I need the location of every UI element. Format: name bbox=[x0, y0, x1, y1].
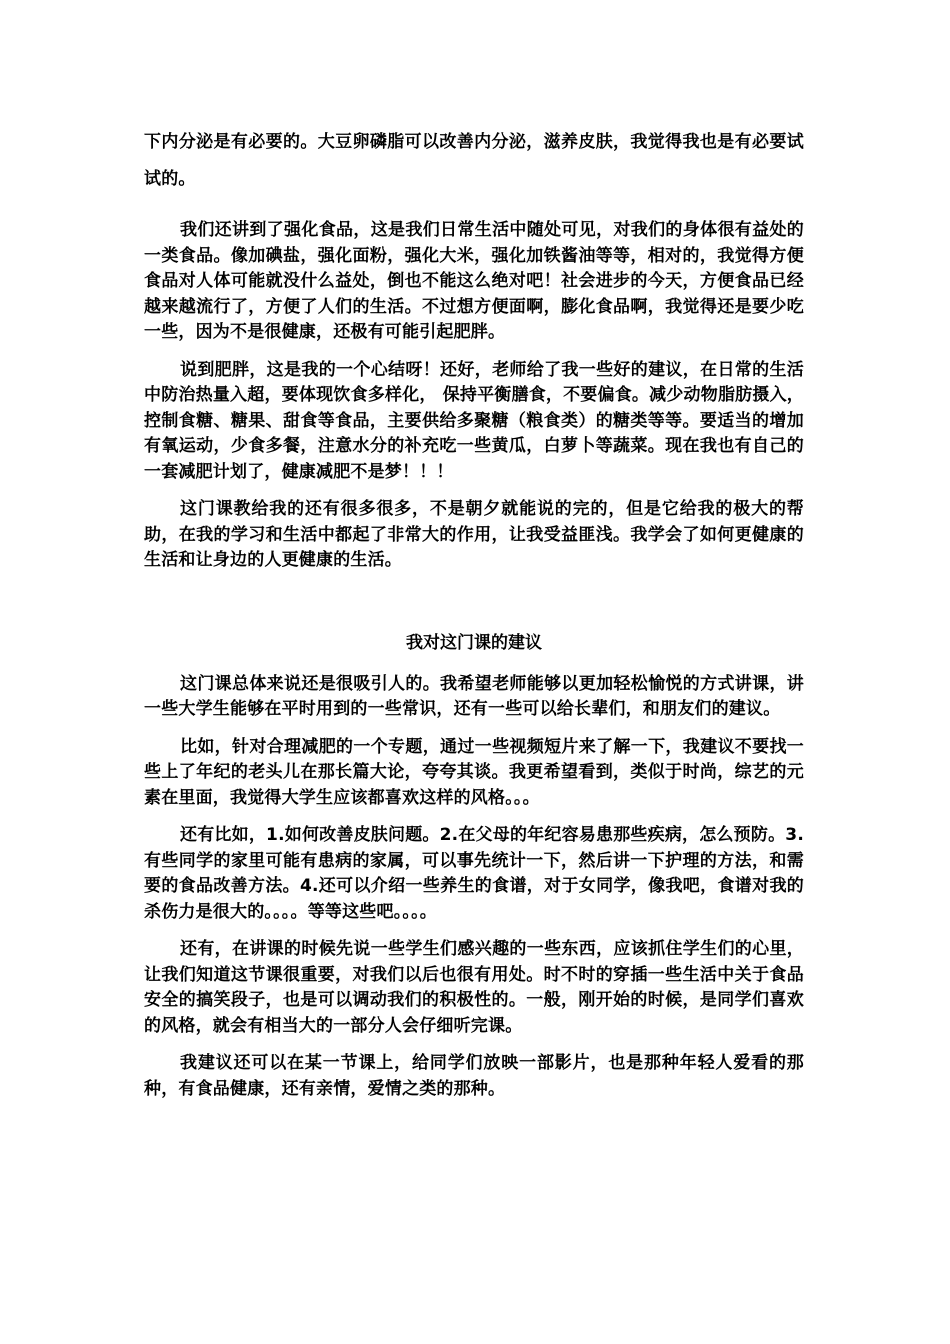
paragraph-fortified-food: 我们还讲到了强化食品，这是我们日常生活中随处可见，对我们的身体很有益处的一类食品。像加碘盐，强化面粉，强化大米，强化加铁酱油等等，相对的，我觉得方便食品对人体可能就没什么益处，倒也不能这么绝对吧！社会进步的今天，方便食品已经越来越流行了，方便了人们的生活。不过想方便面啊，膨化食品啊，我觉得还是要少吃一些，因为不是很健康，还极有可能引起肥胖。 bbox=[144, 220, 804, 342]
document-page bbox=[144, 124, 804, 1102]
section-heading: 我对这门课的建议 bbox=[406, 632, 542, 653]
paragraph-suggestion-film: 我建议还可以在某一节课上，给同学们放映一部影片，也是那种年轻人爱看的那种，有食品健康，还有亲情，爱情之类的那种。 bbox=[144, 1053, 804, 1099]
paragraph-obesity: 说到肥胖，这是我的一个心结呀！还好，老师给了我一些好的建议，在日常的生活中防治热量入超，要体现饮食多样化， 保持平衡膳食，不要偏食。减少动物脂肪摄入，控制食糖、糖果、甜食等食品，主要供给多聚糖（粮食类）的糖类等等。要适当的增加有氧运动，少食多餐，注意水分的补充吃一些黄瓜，白萝卜等蔬菜。现在我也有自己的一套减肥计划了，健康减肥不是梦！！！ bbox=[144, 359, 804, 482]
paragraph-suggestion-example: 比如，针对合理减肥的一个专题，通过一些视频短片来了解一下，我建议不要找一些上了年纪的老头儿在那长篇大论，夸夸其谈。我更希望看到，类似于时尚，综艺的元素在里面，我觉得大学生应该都喜欢这样的风格。。。 bbox=[144, 736, 804, 808]
paragraph-suggestion-teaching: 还有，在讲课的时候先说一些学生们感兴趣的一些东西，应该抓住学生们的心里，让我们知道这节课很重要，对我们以后也很有用处。时不时的穿插一些生活中关于食品安全的搞笑段子，也是可以调动我们的积极性的。一般，刚开始的时候，是同学们喜欢的风格，就会有相当大的一部分人会仔细听完课。 bbox=[144, 939, 804, 1036]
paragraph-continuation: 下内分泌是有必要的。大豆卵磷脂可以改善内分泌，滋养皮肤，我觉得我也是有必要试试的。 bbox=[144, 132, 804, 189]
paragraph-suggestion-overall: 这门课总体来说还是很吸引人的。我希望老师能够以更加轻松愉悦的方式讲课，讲一些大学生能够在平时用到的一些常识，还有一些可以给长辈们，和朋友们的建议。 bbox=[144, 673, 804, 719]
paragraph-course-benefit: 这门课教给我的还有很多很多，不是朝夕就能说的完的，但是它给我的极大的帮助，在我的学习和生活中都起了非常大的作用，让我受益匪浅。我学会了如何更健康的生活和让身边的人更健康的生活。 bbox=[144, 499, 804, 570]
paragraph-suggestion-topics: 还有比如，1.如何改善皮肤问题。2.在父母的年纪容易患那些疾病，怎么预防。3.有些同学的家里可能有患病的家属，可以事先统计一下，然后讲一下护理的方法，和需要的食品改善方法。4.还可以介绍一些养生的食谱，对于女同学，像我吧，食谱对我的杀伤力是很大的。。。。等等这些吧。。。。 bbox=[144, 825, 804, 922]
